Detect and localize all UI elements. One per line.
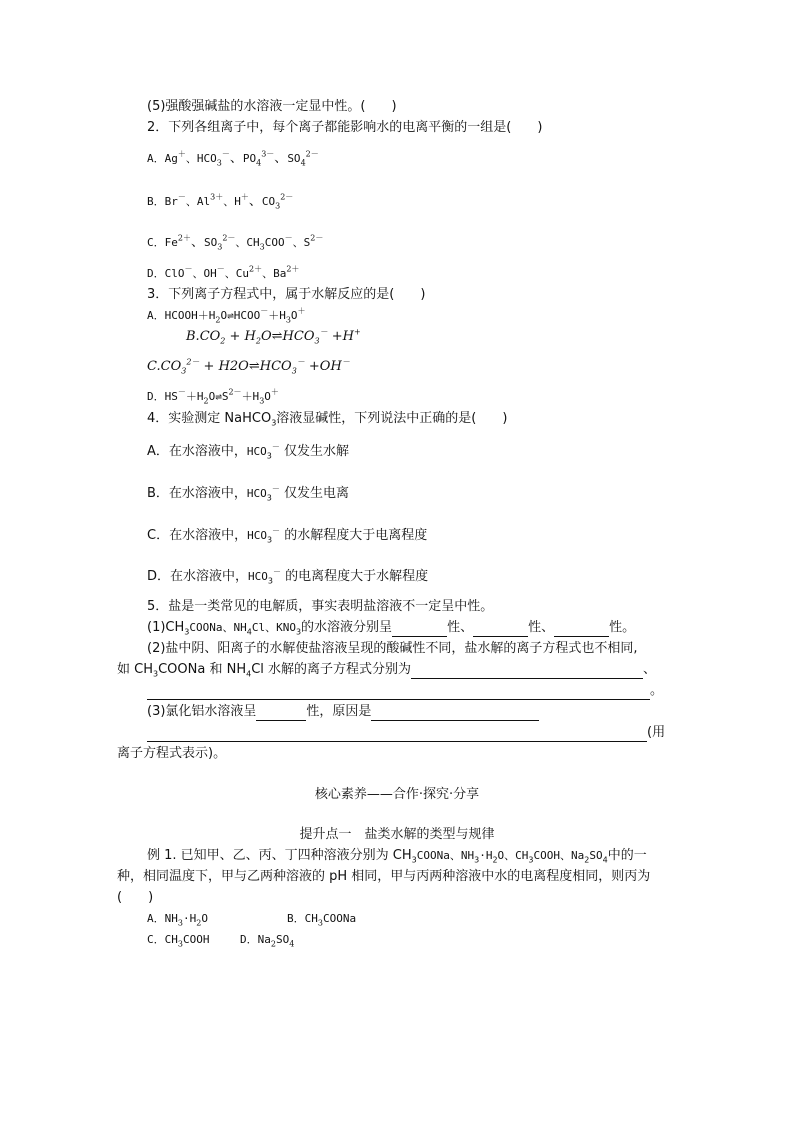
q4-option-d: D．在水溶液中，$HCO_3^-$ 的电离程度大于水解程度 (147, 567, 429, 586)
q2-option-b: B．Br－、$Al^{3+}$、H＋、$CO_3^{2-}$ (147, 192, 294, 211)
answer-blank[interactable] (147, 728, 647, 742)
example-line2: 种，相同温度下，甲与乙两种溶液的 pH 相同，甲与丙两种溶液中水的电离程度相同，则丙为 (117, 869, 651, 884)
q5-part1: $(1)CH_3COONa$、$NH_4Cl$、$KNO_3$的水溶液分别呈 性、 性、 性。 (147, 620, 636, 637)
q3-option-b: $B.CO_2$ + $H_2O\rightleftharpoons HCO_3^- +H^+$ (186, 327, 361, 346)
q4-option-b: B．在水溶液中，$HCO_3^-$ 仅发生电离 (147, 484, 350, 503)
answer-blank[interactable] (256, 707, 306, 721)
example-option-b: B．$CH_3COONa$ (287, 912, 357, 928)
section-title: 核心素养——合作·探究·分享 (314, 787, 480, 802)
sub-title: 提升点一 盐类水解的类型与规律 (299, 827, 495, 842)
example-option-d: D．$Na_2SO_4$ (240, 933, 295, 949)
q3-option-d: D．$HS^-+H_2O\rightleftharpoons S^{2-}+H_3O^+$ (147, 387, 279, 406)
q1-item5: (5)强酸强碱盐的水溶液一定显中性。( ) (147, 99, 397, 114)
answer-blank[interactable] (392, 623, 447, 637)
q4-option-a: A．在水溶液中，$HCO_3^-$ 仅发生水解 (147, 442, 350, 461)
example-option-c: C．$CH_3COOH$ (147, 933, 210, 949)
example-line3: ( ) (117, 890, 154, 905)
q4-stem: 4．实验测定 NaHCO$_3$溶液显碱性，下列说法中正确的是( ) (147, 411, 508, 428)
q5-stem: 5．盐是一类常见的电解质，事实表明盐溶液不一定呈中性。 (147, 599, 494, 614)
answer-blank[interactable] (371, 707, 539, 721)
answer-blank[interactable] (411, 665, 643, 679)
q4-option-c: C．在水溶液中，$HCO_3^-$ 的水解程度大于电离程度 (147, 526, 428, 545)
q5-part3-line2: (用 (147, 724, 665, 742)
example-option-a: A．$NH_3\cdot H_2O$ (147, 912, 208, 928)
answer-blank[interactable] (473, 623, 528, 637)
q2-stem: 2．下列各组离子中，每个离子都能影响水的电离平衡的一组是( ) (147, 120, 543, 135)
q3-option-c: $C.CO_3^{2-}$ + $H2O\rightleftharpoons HCO_3^- +OH^-$ (147, 357, 350, 376)
q5-part2-line3: 。 (147, 682, 663, 700)
q5-part2-line2: 如 $CH_3COONa$ 和 $NH_4Cl$ 水解的离子方程式分别为 、 (117, 662, 657, 679)
q2-option-d: D．ClO－、OH－、$Cu^{2+}$、$Ba^{2+}$ (147, 264, 300, 280)
q2-option-a: A．Ag＋、$HCO_3^-$、$PO_4^{3-}$、$SO_4^{2-}$ (147, 149, 319, 168)
answer-blank[interactable] (147, 686, 650, 700)
q2-option-c: C．$Fe^{2+}$、$SO_3^{2-}$、$CH_3COO^-$、$S^{2-}$ (147, 233, 324, 252)
q3-option-a: A．$HCOOH+H_2O\rightleftharpoons HCOO^-+H_3O^+$ (147, 306, 306, 325)
example-line1: 例 1. 已知甲、乙、丙、丁四种溶液分别为 $CH_3COONa$、$NH_3\cdot H_2O$、$CH_3COOH$、$Na_2SO_4$中的一 (147, 848, 647, 865)
answer-blank[interactable] (554, 623, 609, 637)
q5-part2-line1: (2)盐中阴、阳离子的水解使盐溶液呈现的酸碱性不同，盐水解的离子方程式也不相同, (147, 641, 638, 656)
q5-part3-line3: 离子方程式表示)。 (117, 746, 227, 761)
q3-stem: 3．下列离子方程式中，属于水解反应的是( ) (147, 287, 426, 302)
q5-part3: (3)氯化铝水溶液呈 性，原因是 (147, 703, 539, 721)
